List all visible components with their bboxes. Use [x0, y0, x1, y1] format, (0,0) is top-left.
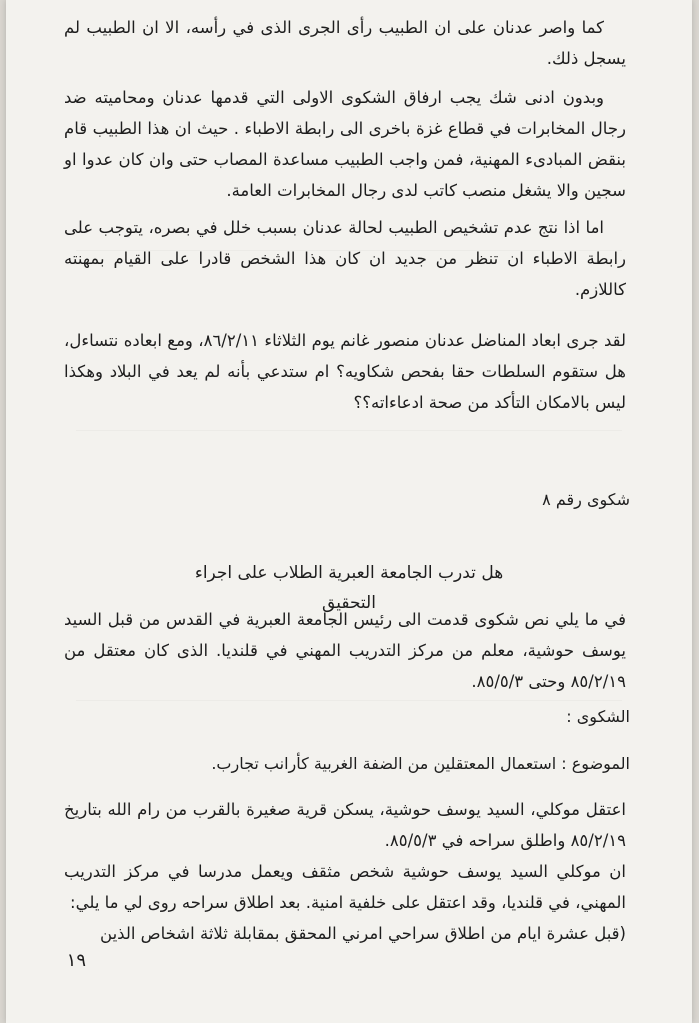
document-page: [6, 0, 692, 1023]
intro-block: [64, 604, 626, 697]
body-block: [64, 794, 626, 949]
bleed-through-line: [76, 430, 622, 431]
body-paragraph-arrest: اعتقل موكلي، السيد يوسف حوشية، يسكن قرية صغيرة بالقرب من رام الله بتاريخ ٨٥/٢/١٩ واطلق سراحه في ٨٥/٥/٣.: [64, 800, 626, 850]
paragraph-complaint-attach: وبدون ادنى شك يجب ارفاق الشكوى الاولى التي قدمها عدنان ومحاميته ضد رجال المخابرات في قطاع غزة باخرى الى رابطة الاطباء . حيث ان هذا الطبيب قام بنقض المبادىء المهنية، فمن واجب الطبيب مساعدة المصاب حتى وان كان عدوا او سجين والا يشغل منصب كاتب لدى رجال المخابرات العامة.: [64, 88, 626, 200]
complaint-number: شكوى رقم ٨: [542, 490, 630, 509]
paragraph-continuation: كما واصر عدنان على ان الطبيب رأى الجرى الذى في رأسه، الا ان الطبيب لم يسجل ذلك.: [64, 18, 626, 68]
body-paragraph-background: ان موكلي السيد يوسف حوشية شخص مثقف ويعمل مدرسا في مركز التدريب المهني، في قلنديا، وقد اعتقل على خلفية امنية. بعد اطلاق سراحه روى لي ما يلي:: [64, 862, 626, 912]
complaint-label: الشكوى :: [566, 707, 630, 726]
intro-paragraph: في ما يلي نص شكوى قدمت الى رئيس الجامعة العبرية في القدس من قبل السيد يوسف حوشية، معلم من مركز التدريب المهني في قلنديا. الذى كان معتقل من ٨٥/٢/١٩ وحتى ٨٥/٥/٣.: [64, 610, 626, 691]
paragraph-vision: اما اذا نتج عدم تشخيص الطبيب لحالة عدنان بسبب خلل في بصره، يتوجب على رابطة الاطباء ان تنظر من جديد ان كان هذا الشخص قادرا على القيام بمهنته كاللازم.: [64, 218, 626, 299]
complaint-title: هل تدرب الجامعة العبرية الطلاب على اجراء التحقيق: [194, 563, 504, 613]
top-text-block: [64, 12, 626, 418]
bleed-through-line: [76, 700, 622, 701]
paragraph-deportation: لقد جرى ابعاد المناضل عدنان منصور غانم يوم الثلاثاء ٨٦/٢/١١، ومع ابعاده نتساءل، هل ستقوم السلطات حقا بفحص شكاويه؟ ام ستدعي بأنه لم يعد في البلاد وهكذا ليس بالامكان التأكد من صحة ادعاءاته؟؟: [64, 331, 626, 412]
page-number: ١٩: [66, 950, 86, 971]
body-paragraph-quote: (قبل عشرة ايام من اطلاق سراحي امرني المحقق بمقابلة ثلاثة اشخاص الذين: [100, 924, 626, 943]
subject-line: الموضوع : استعمال المعتقلين من الضفة الغربية كأرانب تجارب.: [211, 754, 630, 773]
